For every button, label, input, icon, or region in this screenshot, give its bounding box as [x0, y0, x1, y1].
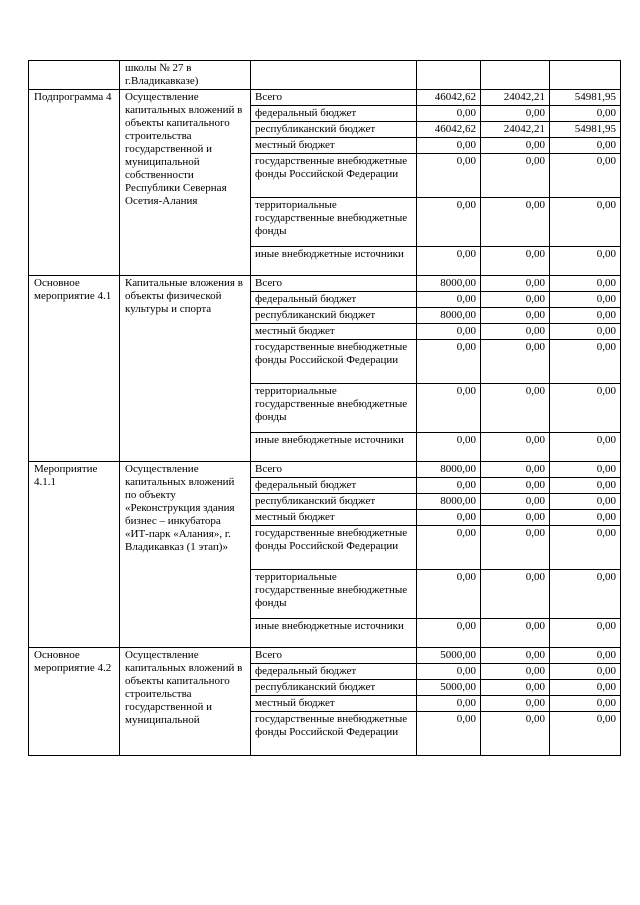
value-cell: 0,00 — [481, 106, 550, 122]
value-cell: 8000,00 — [417, 276, 481, 292]
value-cell: 0,00 — [550, 510, 621, 526]
value-cell: 0,00 — [481, 138, 550, 154]
value-cell: 0,00 — [417, 384, 481, 433]
value-cell: 0,00 — [550, 680, 621, 696]
source-cell: территориальные государственные внебюджетные фонды — [251, 198, 417, 247]
value-cell: 0,00 — [481, 712, 550, 756]
source-cell: федеральный бюджет — [251, 292, 417, 308]
value-cell: 0,00 — [550, 276, 621, 292]
source-cell: местный бюджет — [251, 696, 417, 712]
value-cell: 46042,62 — [417, 122, 481, 138]
value-cell: 0,00 — [417, 138, 481, 154]
source-cell: местный бюджет — [251, 510, 417, 526]
value-cell: 0,00 — [481, 619, 550, 648]
source-cell: Всего — [251, 276, 417, 292]
value-cell: 0,00 — [417, 510, 481, 526]
value-cell: 0,00 — [550, 198, 621, 247]
value-cell: 0,00 — [481, 384, 550, 433]
source-cell: иные внебюджетные источники — [251, 433, 417, 462]
name-cell: Осуществление капитальных вложений по объекту «Реконструкция здания бизнес – инкубатора «ИТ-парк «Алания», г. Владикавказ (1 этап)» — [120, 462, 251, 648]
source-cell: федеральный бюджет — [251, 106, 417, 122]
name-cell: Осуществление капитальных вложений в объекты капитального строительства государственной и муниципальной собственности Республики Северная Осетия-Алания — [120, 90, 251, 276]
value-cell: 0,00 — [417, 478, 481, 494]
source-cell: местный бюджет — [251, 138, 417, 154]
source-cell: иные внебюджетные источники — [251, 619, 417, 648]
table-row-top — [29, 61, 621, 90]
value-cell: 0,00 — [550, 340, 621, 384]
value-cell: 0,00 — [550, 384, 621, 433]
value-cell: 0,00 — [481, 462, 550, 478]
value-cell: 0,00 — [550, 138, 621, 154]
value-cell: 0,00 — [417, 324, 481, 340]
source-cell: территориальные государственные внебюджетные фонды — [251, 570, 417, 619]
value-cell: 0,00 — [417, 198, 481, 247]
source-cell: Всего — [251, 462, 417, 478]
value-cell: 0,00 — [417, 696, 481, 712]
value-cell: 0,00 — [417, 619, 481, 648]
value-cell: 0,00 — [550, 664, 621, 680]
value-cell: 0,00 — [481, 247, 550, 276]
value-cell — [481, 61, 550, 90]
source-cell: республиканский бюджет — [251, 122, 417, 138]
value-cell: 0,00 — [550, 478, 621, 494]
value-cell: 0,00 — [481, 680, 550, 696]
source-cell — [251, 61, 417, 90]
value-cell: 0,00 — [417, 292, 481, 308]
value-cell: 0,00 — [550, 619, 621, 648]
value-cell: 0,00 — [481, 340, 550, 384]
value-cell: 8000,00 — [417, 494, 481, 510]
source-cell: государственные внебюджетные фонды Российской Федерации — [251, 712, 417, 756]
table-row — [29, 90, 621, 106]
value-cell: 24042,21 — [481, 90, 550, 106]
source-cell: государственные внебюджетные фонды Российской Федерации — [251, 340, 417, 384]
value-cell: 0,00 — [550, 648, 621, 664]
level-cell: Подпрограмма 4 — [29, 90, 120, 276]
value-cell: 0,00 — [550, 154, 621, 198]
value-cell: 0,00 — [417, 712, 481, 756]
value-cell: 0,00 — [417, 570, 481, 619]
value-cell: 0,00 — [481, 308, 550, 324]
source-cell: Всего — [251, 648, 417, 664]
value-cell: 0,00 — [481, 494, 550, 510]
value-cell: 0,00 — [550, 494, 621, 510]
value-cell: 0,00 — [550, 433, 621, 462]
value-cell: 0,00 — [481, 276, 550, 292]
value-cell: 0,00 — [481, 198, 550, 247]
value-cell: 0,00 — [481, 324, 550, 340]
value-cell: 0,00 — [550, 696, 621, 712]
source-cell: республиканский бюджет — [251, 680, 417, 696]
level-cell — [29, 61, 120, 90]
value-cell: 0,00 — [481, 478, 550, 494]
value-cell: 0,00 — [481, 526, 550, 570]
value-cell — [417, 61, 481, 90]
source-cell: федеральный бюджет — [251, 664, 417, 680]
level-cell: Мероприятие 4.1.1 — [29, 462, 120, 648]
value-cell: 24042,21 — [481, 122, 550, 138]
value-cell: 0,00 — [550, 324, 621, 340]
table-row — [29, 648, 621, 664]
level-cell: Основное мероприятие 4.1 — [29, 276, 120, 462]
table-row — [29, 276, 621, 292]
value-cell: 0,00 — [550, 462, 621, 478]
value-cell: 5000,00 — [417, 648, 481, 664]
source-cell: местный бюджет — [251, 324, 417, 340]
value-cell: 5000,00 — [417, 680, 481, 696]
value-cell: 0,00 — [550, 308, 621, 324]
value-cell: 0,00 — [417, 664, 481, 680]
source-cell: государственные внебюджетные фонды Российской Федерации — [251, 154, 417, 198]
value-cell: 0,00 — [417, 106, 481, 122]
value-cell: 0,00 — [417, 526, 481, 570]
value-cell: 0,00 — [481, 570, 550, 619]
name-cell: Осуществление капитальных вложений в объекты капитального строительства государственной и муниципальной — [120, 648, 251, 756]
value-cell: 0,00 — [550, 570, 621, 619]
value-cell: 0,00 — [481, 433, 550, 462]
name-cell: школы № 27 в г.Владикавказе) — [120, 61, 251, 90]
value-cell: 0,00 — [550, 292, 621, 308]
value-cell: 54981,95 — [550, 122, 621, 138]
value-cell: 0,00 — [550, 247, 621, 276]
budget-table — [28, 60, 621, 756]
value-cell: 0,00 — [481, 696, 550, 712]
source-cell: государственные внебюджетные фонды Российской Федерации — [251, 526, 417, 570]
value-cell: 0,00 — [417, 247, 481, 276]
source-cell: федеральный бюджет — [251, 478, 417, 494]
value-cell: 0,00 — [481, 292, 550, 308]
value-cell: 8000,00 — [417, 308, 481, 324]
source-cell: территориальные государственные внебюджетные фонды — [251, 384, 417, 433]
value-cell: 8000,00 — [417, 462, 481, 478]
value-cell: 0,00 — [481, 648, 550, 664]
source-cell: иные внебюджетные источники — [251, 247, 417, 276]
value-cell: 0,00 — [417, 433, 481, 462]
value-cell: 0,00 — [481, 664, 550, 680]
source-cell: республиканский бюджет — [251, 308, 417, 324]
value-cell — [550, 61, 621, 90]
value-cell: 0,00 — [550, 106, 621, 122]
value-cell: 0,00 — [481, 154, 550, 198]
value-cell: 0,00 — [417, 340, 481, 384]
value-cell: 46042,62 — [417, 90, 481, 106]
value-cell: 0,00 — [550, 526, 621, 570]
source-cell: республиканский бюджет — [251, 494, 417, 510]
value-cell: 0,00 — [550, 712, 621, 756]
level-cell: Основное мероприятие 4.2 — [29, 648, 120, 756]
value-cell: 0,00 — [417, 154, 481, 198]
value-cell: 54981,95 — [550, 90, 621, 106]
source-cell: Всего — [251, 90, 417, 106]
name-cell: Капитальные вложения в объекты физической культуры и спорта — [120, 276, 251, 462]
value-cell: 0,00 — [481, 510, 550, 526]
table-row — [29, 462, 621, 478]
